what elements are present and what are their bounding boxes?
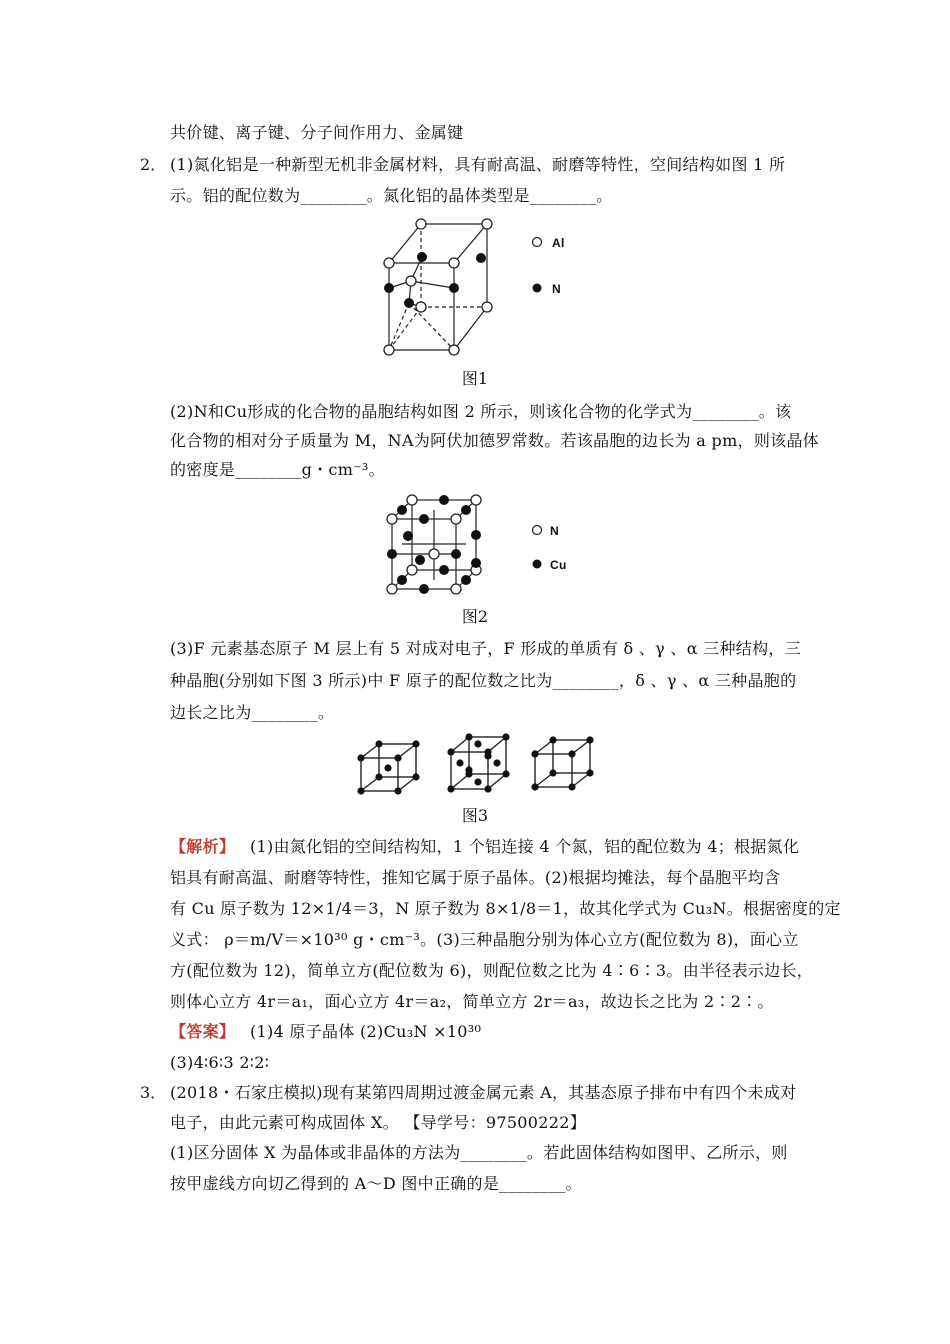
q3-line-3: (1)区分固体 X 为晶体或非晶体的方法为________。若此固体结构如图甲、乙所示，则	[170, 1143, 788, 1162]
analysis-line-3: 有 Cu 原子数为 12×1/4＝3，N 原子数为 8×1/8＝1，故其化学式为 Cu₃N。根据密度的定	[170, 899, 841, 918]
q1-answer-line: 共价键、离子键、分子间作用力、金属键	[170, 123, 464, 142]
analysis-line-6: 则体心立方 4r＝a₁，面心立方 4r＝a₂，简单立方 2r＝a₃，故边长之比为 2∶2∶。	[170, 992, 774, 1011]
fig3-caption: 图3	[461, 806, 489, 825]
q2-part3-line2: 种晶胞(分别如下图 3 所示)中 F 原子的配位数之比为________，δ 、γ 、α 三种晶胞的	[170, 671, 797, 690]
q2-part2-line2: 化合物的相对分子质量为 M，NA为阿伏加德罗常数。若该晶胞的边长为 a pm，则该晶体	[170, 431, 820, 450]
fig1-caption: 图1	[461, 369, 489, 388]
analysis-tag: 【解析】	[170, 837, 236, 856]
answer-tag: 【答案】	[170, 1022, 236, 1041]
q2-part2-line3: 的密度是________g・cm⁻³。	[170, 460, 385, 479]
answer-line-1: (1)4 原子晶体 (2)Cu₃N ×10³⁰	[250, 1022, 482, 1041]
answer-line-2: (3)4∶6∶3 2∶2∶	[170, 1053, 270, 1072]
analysis-line-1: (1)由氮化铝的空间结构知，1 个铝连接 4 个氮，铝的配位数为 4；根据氮化	[250, 837, 800, 856]
q3-line-4: 按甲虚线方向切乙得到的 A～D 图中正确的是________。	[170, 1174, 582, 1193]
analysis-line-5: 方(配位数为 12)，简单立方(配位数为 6)，则配位数之比为 4∶6∶3。由半径表示边长，	[170, 961, 814, 980]
figure-3-cubic-cells	[0, 0, 650, 820]
q2-part1-line1: (1)氮化铝是一种新型无机非金属材料，具有耐高温、耐磨等特性，空间结构如图 1 所	[170, 155, 786, 174]
q2-part2-line1: (2)N和Cu形成的化合物的晶胞结构如图 2 所示，则该化合物的化学式为________。该	[170, 402, 792, 421]
fig2-legend-cu: Cu	[550, 558, 567, 572]
fig1-legend-n: N	[552, 282, 561, 296]
q3-line-1: (2018・石家庄模拟)现有某第四周期过渡金属元素 A，其基态原子排布中有四个未成对	[170, 1083, 797, 1102]
fig1-legend-al: Al	[552, 236, 565, 250]
analysis-line-2: 铝具有耐高温、耐磨等特性，推知它属于原子晶体。(2)根据均摊法，每个晶胞平均含	[170, 868, 781, 887]
fig2-caption: 图2	[461, 607, 489, 626]
q2-part3-line1: (3)F 元素基态原子 M 层上有 5 对成对电子，F 形成的单质有 δ 、γ 、α 三种结构，三	[170, 639, 801, 658]
q2-part3-line3: 边长之比为________。	[170, 703, 335, 722]
q2-number: 2．	[140, 155, 167, 174]
fig2-legend-n: N	[550, 524, 559, 538]
analysis-line-4: 义式： ρ＝m/V＝×10³⁰ g・cm⁻³。(3)三种晶胞分别为体心立方(配位数为 8)，面心立	[170, 930, 799, 949]
q3-line-2: 电子，由此元素可构成固体 X。 【导学号：97500222】	[170, 1113, 587, 1132]
q3-number: 3．	[140, 1083, 167, 1102]
q2-part1-line2: 示。铝的配位数为________。氮化铝的晶体类型是________。	[170, 186, 613, 205]
